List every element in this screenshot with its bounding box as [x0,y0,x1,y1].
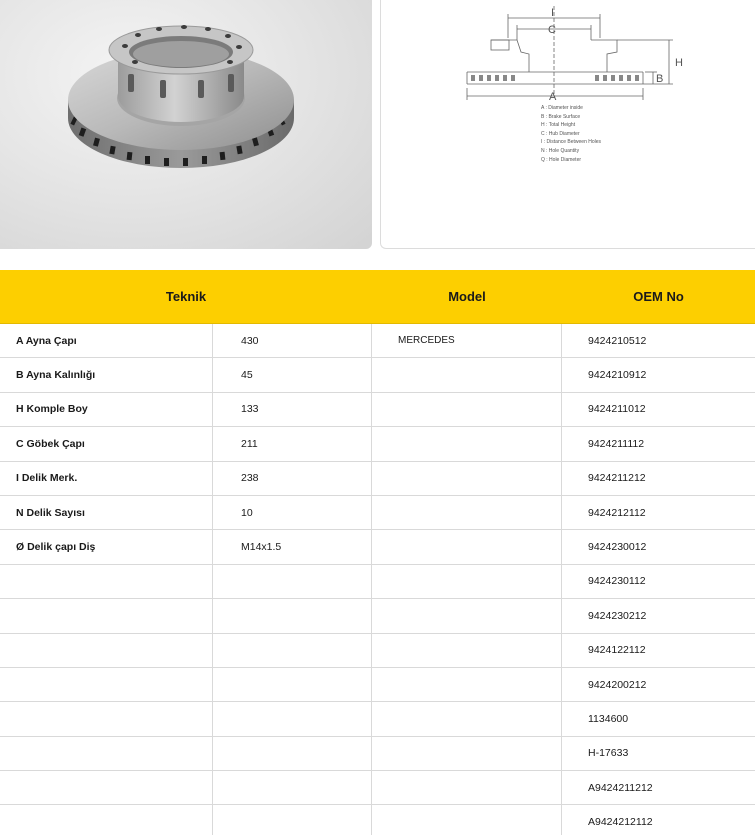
spec-value: 238 [213,462,372,495]
oem-number: H-17633 [588,747,629,760]
model-cell [372,634,562,667]
table-row [0,393,755,427]
spec-label [0,805,213,835]
model-cell [372,599,562,632]
table-row [0,530,755,564]
legend-item: C : Hub Diameter [541,130,580,137]
model-cell [372,427,562,460]
table-row [0,668,755,702]
spec-value [213,599,372,632]
legend-item: Q : Hole Diameter [541,156,582,163]
oem-number: 9424230212 [588,609,647,622]
spec-value [213,634,372,667]
dim-label-i: I [551,7,555,19]
dimension-diagram [380,0,755,249]
spec-label [0,737,213,770]
model-cell [372,530,562,563]
oem-number: 9424230112 [588,575,646,588]
oem-number: 1134600 [588,712,629,725]
table-row [0,496,755,530]
oem-number: 9424211112 [588,437,645,450]
oem-number: 9424122112 [588,644,646,657]
table-row [0,771,755,805]
model-cell [372,737,562,770]
spec-value: 430 [213,324,372,357]
table-row [0,599,755,633]
table-row [0,805,755,835]
product-photo[interactable] [0,0,372,249]
model-cell [372,462,562,495]
spec-value [213,771,372,804]
spec-label: A Ayna Çapı [0,324,213,357]
model-cell [372,771,562,804]
oem-number: 9424211012 [588,403,646,416]
dim-label-b: B [656,73,664,85]
model-cell [372,393,562,426]
spec-label: H Komple Boy [0,393,213,426]
table-row [0,358,755,392]
table-body [0,324,755,835]
spec-label: B Ayna Kalınlığı [0,358,213,391]
header-model: Model [448,289,486,304]
model-cell [372,702,562,735]
spec-value [213,565,372,598]
header-teknik: Teknik [165,289,207,304]
model-cell [372,805,562,835]
dimension-legend [541,104,601,164]
spec-value: 211 [213,427,372,460]
legend-item: H : Total Height [541,122,576,129]
oem-number: 9424211212 [588,472,646,485]
spec-label: C Göbek Çapı [0,427,213,460]
dim-label-h: H [675,57,683,69]
oem-number: 9424230012 [588,541,647,554]
model-cell [372,565,562,598]
spec-value [213,805,372,835]
spec-label [0,599,213,632]
spec-value: M14x1.5 [213,530,372,563]
model-cell [372,668,562,701]
dim-label-c: C [548,24,556,36]
oem-number: 9424212112 [588,506,646,519]
table-row [0,462,755,496]
oem-number: 9424210512 [588,334,647,347]
spec-table [0,270,755,835]
oem-number: 9424210912 [588,369,647,382]
table-row [0,634,755,668]
table-row [0,737,755,771]
header-oem-no: OEM No [633,289,684,304]
spec-label [0,668,213,701]
table-row [0,702,755,736]
model-cell [372,496,562,529]
table-row [0,565,755,599]
model-cell [372,358,562,391]
oem-number: A9424211212 [588,781,653,794]
spec-value [213,737,372,770]
table-header [0,270,755,324]
legend-item: A : Diameter inside [541,105,583,111]
oem-number: A9424212112 [588,816,653,829]
spec-label: N Delik Sayısı [0,496,213,529]
oem-number: 9424200212 [588,678,647,691]
spec-value [213,702,372,735]
spec-value: 133 [213,393,372,426]
table-row [0,324,755,358]
spec-value: 10 [213,496,372,529]
spec-label: Ø Delik çapı Diş [0,530,213,563]
spec-value: 45 [213,358,372,391]
spec-label [0,565,213,598]
brake-disc-image [0,0,372,249]
legend-item: B : Brake Surface [541,113,581,120]
spec-value [213,668,372,701]
spec-label [0,634,213,667]
legend-item: N : Hole Quantity [541,147,580,154]
dim-label-a: A [549,91,557,103]
spec-label: I Delik Merk. [0,462,213,495]
product-media [0,0,755,252]
table-row [0,427,755,461]
spec-label [0,702,213,735]
legend-item: I : Distance Between Holes [541,139,602,146]
spec-label [0,771,213,804]
model-cell: MERCEDES [372,324,562,357]
